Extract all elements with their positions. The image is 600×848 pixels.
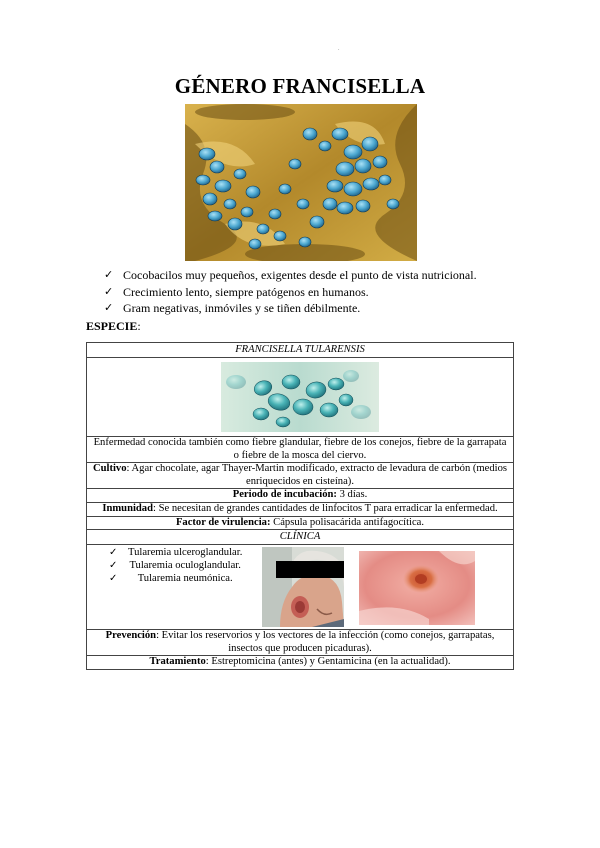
especie-colon: : <box>137 319 141 333</box>
list-item: ✓ Tularemia neumónica. <box>109 573 242 586</box>
virulencia-text: Cápsula polisacárida antifagocítica. <box>270 516 425 528</box>
patient-face-photo <box>262 547 344 627</box>
clinica-cell <box>87 545 514 630</box>
species-image-cell <box>87 358 514 437</box>
prevencion-label: Prevención <box>105 630 157 642</box>
especie-heading <box>86 319 141 334</box>
incubacion-text: 3 días. <box>336 489 368 501</box>
cultivo-text: : Agar chocolate, agar Thayer-Martin modificado, extracto de levadura de carbón (medios enriquecidos en cisteína). <box>126 463 508 487</box>
skin-ulcer-photo <box>359 551 475 625</box>
prevencion-text: : Evitar los reservorios y los vectores de la infección (como conejos, garrapatas, insectos que producen picaduras). <box>156 630 495 654</box>
header-dot: . <box>338 46 340 52</box>
incubacion-label: Periodo de incubación: <box>232 489 337 501</box>
bacteria-image <box>221 362 379 432</box>
inmunidad-text: : Se necesitan de grandes cantidades de linfocitos T para erradicar la enfermedad. <box>153 502 498 514</box>
species-table <box>86 342 514 670</box>
tratamiento-cell <box>87 656 514 670</box>
hero-micrograph-image <box>185 104 417 261</box>
list-item: ✓ Tularemia oculoglandular. <box>109 560 242 573</box>
incubacion-cell <box>87 489 514 503</box>
virulencia-cell <box>87 516 514 530</box>
genus-features-list <box>104 267 477 317</box>
tratamiento-text: : Estreptomicina (antes) y Gentamicina (en la actualidad). <box>205 656 451 668</box>
page-title: GÉNERO FRANCISELLA <box>174 74 426 98</box>
inmunidad-cell <box>87 502 514 516</box>
species-name-cell: FRANCISELLA TULARENSIS <box>87 343 514 358</box>
list-item: ✓ Cocobacilos muy pequeños, exigentes desde el punto de vista nutricional. <box>104 267 477 284</box>
cultivo-cell <box>87 463 514 489</box>
inmunidad-label: Inmunidad <box>102 502 153 514</box>
especie-label: ESPECIE <box>86 319 138 333</box>
clinica-header-cell: CLÍNICA <box>87 530 514 545</box>
list-item: ✓ Crecimiento lento, siempre patógenos en humanos. <box>104 284 477 301</box>
cultivo-label: Cultivo <box>92 463 127 475</box>
clinica-content <box>87 545 513 629</box>
prevencion-cell <box>87 630 514 656</box>
description-cell: Enfermedad conocida también como fiebre glandular, fiebre de los conejos, fiebre de la garrapata o fiebre de la mosca del ciervo. <box>87 437 514 463</box>
list-item: ✓ Gram negativas, inmóviles y se tiñen débilmente. <box>104 300 477 317</box>
tratamiento-label: Tratamiento <box>149 656 206 668</box>
list-item: ✓ Tularemia ulceroglandular. <box>109 547 242 560</box>
virulencia-label: Factor de virulencia: <box>175 516 271 528</box>
clinica-list <box>109 547 242 585</box>
